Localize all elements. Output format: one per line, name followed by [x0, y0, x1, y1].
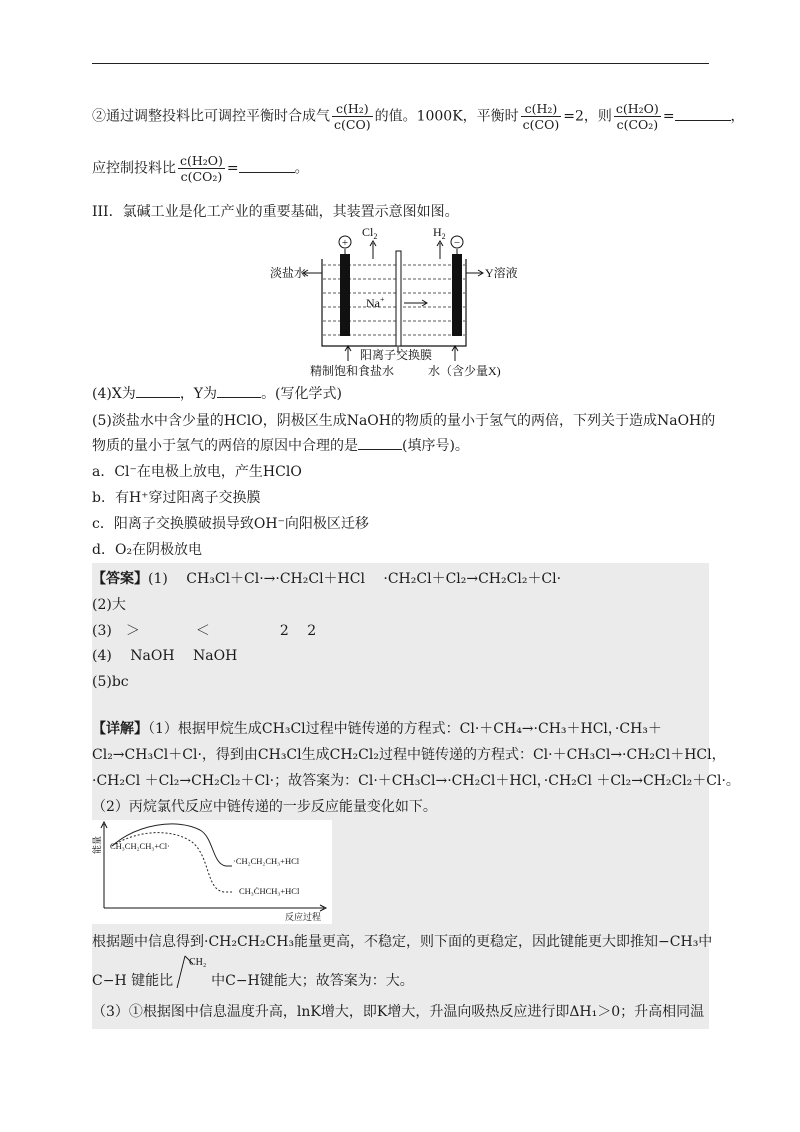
- option-d: d．O₂在阴极放电: [92, 542, 203, 558]
- q2-line2: 应控制投料比 $\frac{\text{c(H₂O)}}{\text{c(CO₂)}}$ = 。: [92, 153, 309, 184]
- left-outlet-label: 淡盐水: [270, 266, 307, 280]
- anode: [340, 254, 350, 336]
- q2-prefix: ②通过调整投料比可调控平衡时合成气: [92, 108, 330, 125]
- header-rule: [92, 63, 709, 64]
- answer-line1: 【答案】(1) CH₃Cl＋Cl·→·CH₂Cl＋HCl ·CH₂Cl＋Cl₂→CH₂Cl₂＋Cl·: [92, 571, 562, 587]
- detail-line1: 【详解】（1）根据甲烷生成CH₃Cl过程中链传递的方程式：Cl·＋CH₄→·CH₃＋HCl，·CH₃＋: [92, 721, 662, 737]
- y-axis-label: 能量: [92, 835, 102, 854]
- right-inlet-label: 水（含少量X): [428, 364, 501, 378]
- answer-blank[interactable]: [675, 108, 731, 121]
- q2-line1: ②通过调整投料比可调控平衡时合成气 $\frac{\text{c(H₂)}}{c(CO)}$ 的值。1000K，平衡时 $\frac{\text{c(H₂)}}{c(CO)}$ =2，则 $\frac{\text{c(H₂O)}}{\text{c(CO₂)}}$ = ，: [92, 101, 745, 132]
- svg-text:−: −: [453, 237, 461, 249]
- q5-line2: 物质的量小于氢气的两倍的原因中合理的是 (填序号)。: [92, 438, 469, 454]
- product1-label: ·CH₂CH₂CH₃+HCl: [233, 856, 300, 866]
- option-a: a．Cl⁻在电极上放电，产生HClO: [92, 464, 302, 480]
- answer-line5: (5)bc: [92, 674, 129, 690]
- answer-blank[interactable]: [358, 437, 402, 450]
- q2-mid: 的值。1000K，平衡时: [374, 108, 519, 125]
- option-b: b．有H⁺穿过阳离子交换膜: [92, 490, 261, 506]
- answer-line3: (3) ＞ ＜ 2 2: [92, 623, 317, 639]
- detail-line4: （2）丙烷氯代反应中链传递的一步反应能量变化如下。: [92, 799, 437, 815]
- chlor-alkali-diagram: [270, 221, 530, 383]
- q4-line: (4)X为 ，Y为 。(写化学式): [92, 386, 342, 402]
- left-inlet-label: 精制饱和食盐水: [310, 364, 395, 378]
- section3-title: III．氯碱工业是化工产业的重要基础，其装置示意图如图。: [92, 204, 459, 220]
- answer-line2: (2)大: [92, 597, 126, 613]
- membrane-label: 阳离子交换膜: [360, 348, 433, 362]
- detail-line2: Cl₂→CH₃Cl＋Cl·，得到由CH₃Cl生成CH₂Cl₂过程中链传递的方程式：Cl·＋CH₃Cl→·CH₂Cl＋HCl，: [92, 747, 726, 763]
- answer-blank-x[interactable]: [136, 385, 180, 398]
- cl2-label: $Cl_2$: [362, 225, 378, 241]
- ratio-h2-co-2: $\frac{\text{c(H₂)}}{c(CO)}$: [522, 101, 560, 132]
- detail-line5: 根据题中信息得到·CH₂CH₂CH₃能量更高，不稳定，则下面的更稳定，因此键能更大即推知−CH₃中: [92, 934, 713, 950]
- x-axis-label: 反应过程: [285, 912, 322, 922]
- ratio-h2o-co2: $\frac{\text{c(H₂O)}}{\text{c(CO₂)}}$: [615, 101, 659, 132]
- answer-line4: (4) NaOH NaOH: [92, 648, 238, 664]
- reactant-label: CH₃CH₂CH₃+Cl·: [110, 841, 170, 851]
- q5-line1: (5)淡盐水中含少量的HClO，阴极区生成NaOH的物质的量小于氢气的两倍，下列关于造成NaOH的: [92, 413, 716, 429]
- cathode: [452, 254, 462, 336]
- answer-blank[interactable]: [239, 160, 295, 173]
- svg-text:CH₂: CH₂: [189, 957, 207, 968]
- ch2-structure: [173, 957, 211, 990]
- detail-line6: C−H 键能比 CH₂ 中C−H键能大；故答案为：大。: [92, 957, 414, 989]
- product2-label: CH₃ĊHCH₃+HCl: [239, 886, 300, 896]
- svg-text:+: +: [341, 237, 349, 249]
- answer-blank-y[interactable]: [217, 385, 261, 398]
- option-c: c．阳离子交换膜破损导致OH⁻向阳极区迁移: [92, 516, 369, 532]
- energy-diagram: [92, 820, 332, 924]
- right-outlet-label: Y溶液: [485, 266, 518, 280]
- h2-label: $H_2$: [433, 225, 446, 241]
- detail-line3: ·CH₂Cl ＋Cl₂→CH₂Cl₂＋Cl·；故答案为：Cl·＋CH₃Cl→·CH₂Cl＋HCl，·CH₂Cl ＋Cl₂→CH₂Cl₂＋Cl·。: [92, 773, 740, 789]
- na-ion-label: Na+: [366, 295, 385, 310]
- ratio-h2-co: $\frac{\text{c(H₂)}}{c(CO)}$: [334, 101, 371, 132]
- ratio-h2o-co2-2: $\frac{\text{c(H₂O)}}{\text{c(CO₂)}}$: [180, 153, 223, 184]
- detail-line7: （3）①根据图中信息温度升高，lnK增大，即K增大，升温向吸热反应进行即ΔH₁＞0；升高相同温: [92, 1004, 705, 1020]
